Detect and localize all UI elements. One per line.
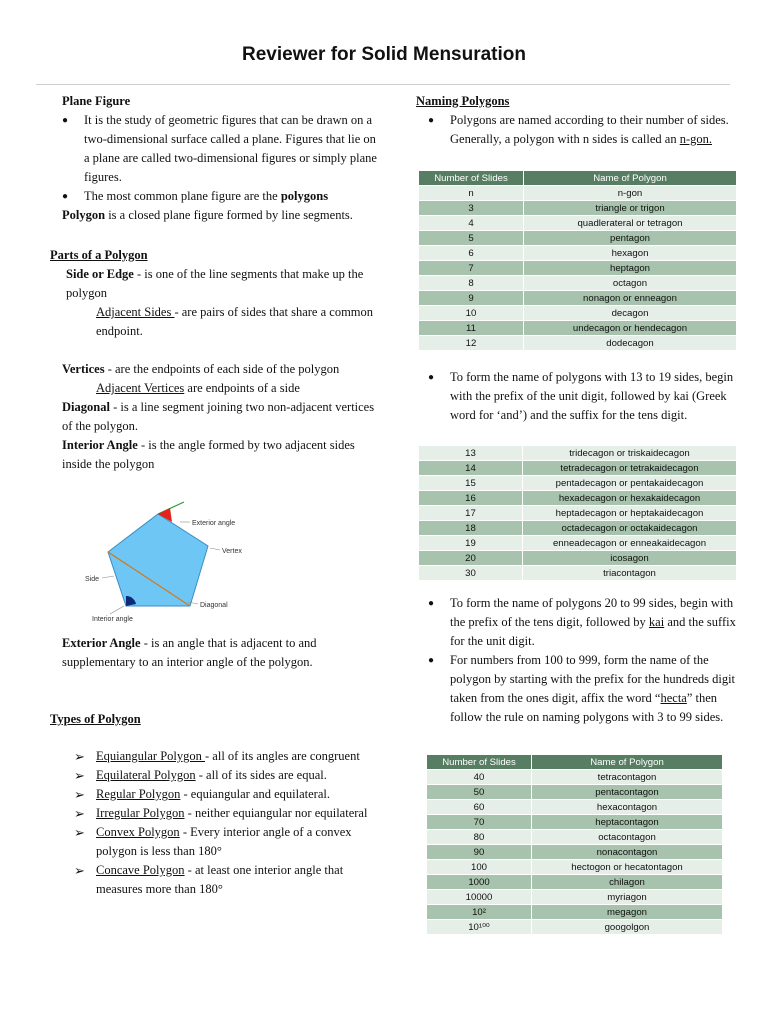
term: Polygon bbox=[62, 208, 106, 222]
sides-cell: 10¹⁰⁰ bbox=[427, 920, 532, 935]
table-row bbox=[419, 476, 737, 491]
name-cell: pentacontagon bbox=[532, 785, 723, 800]
table-row bbox=[419, 201, 737, 216]
name-cell: myriagon bbox=[532, 890, 723, 905]
left-column bbox=[50, 92, 380, 474]
definition: - neither equiangular nor equilateral bbox=[184, 806, 368, 820]
polygon-diagram bbox=[80, 496, 250, 624]
interior-angle-definition bbox=[50, 436, 380, 474]
sides-cell: 30 bbox=[419, 566, 523, 581]
name-cell: triacontagon bbox=[523, 566, 737, 581]
list-item bbox=[50, 187, 380, 206]
name-cell: octadecagon or octakaidecagon bbox=[523, 521, 737, 536]
list-item bbox=[416, 651, 738, 727]
polygon-names-table-1 bbox=[418, 170, 737, 351]
adjacent-sides-definition bbox=[50, 303, 380, 341]
name-cell: hectogon or hecatontagon bbox=[532, 860, 723, 875]
list-item bbox=[50, 785, 380, 804]
table-row bbox=[419, 536, 737, 551]
types-block bbox=[50, 710, 380, 899]
table-row bbox=[419, 261, 737, 276]
table-row bbox=[419, 291, 737, 306]
bullet-text: To form the name of polygons 20 to 99 sides, begin with the prefix of the tens digit, followed by bbox=[450, 596, 734, 629]
term: Regular Polygon bbox=[96, 787, 181, 801]
name-cell: hexadecagon or hexakaidecagon bbox=[523, 491, 737, 506]
plane-figure-list bbox=[50, 111, 380, 206]
table-row bbox=[427, 905, 723, 920]
term: Equiangular Polygon bbox=[96, 749, 206, 763]
diagonal-definition bbox=[50, 398, 380, 436]
polygon-names-table-2 bbox=[418, 445, 737, 581]
name-cell: pentagon bbox=[524, 231, 737, 246]
name-cell: enneadecagon or enneakaidecagon bbox=[523, 536, 737, 551]
table-header-row bbox=[427, 755, 723, 770]
exterior-angle-label: Exterior angle bbox=[192, 520, 236, 527]
types-heading: Types of Polygon bbox=[50, 712, 141, 726]
definition: - is an angle that is adjacent to and supplementary to an interior angle of the polygon. bbox=[62, 636, 317, 669]
table-row bbox=[419, 491, 737, 506]
table-row bbox=[427, 800, 723, 815]
diagonal-label: Diagonal bbox=[200, 602, 228, 609]
sides-cell: 5 bbox=[419, 231, 524, 246]
sides-cell: 100 bbox=[427, 860, 532, 875]
term: Diagonal bbox=[62, 400, 110, 414]
name-cell: n-gon bbox=[524, 186, 737, 201]
table-row bbox=[419, 446, 737, 461]
list-item bbox=[50, 804, 380, 823]
sides-cell: 16 bbox=[419, 491, 523, 506]
name-cell: chilagon bbox=[532, 875, 723, 890]
name-cell: octacontagon bbox=[532, 830, 723, 845]
table-row bbox=[427, 830, 723, 845]
list-item: ● It is the study of geometric figures that can be drawn on a two-dimensional surface called a plane. Figures that lie on a plane are called two-dimensional figures or simply plane figures. bbox=[50, 111, 380, 187]
name-cell: heptadecagon or heptakaidecagon bbox=[523, 506, 737, 521]
name-cell: heptacontagon bbox=[532, 815, 723, 830]
exterior-angle-definition bbox=[62, 634, 380, 672]
pentagon-shape bbox=[108, 514, 208, 606]
name-cell: dodecagon bbox=[524, 336, 737, 351]
column-header: Number of Slides bbox=[419, 171, 524, 186]
table-row bbox=[419, 216, 737, 231]
sides-cell: 13 bbox=[419, 446, 523, 461]
bullet-text: The most common plane figure are the bbox=[84, 189, 281, 203]
table-row bbox=[419, 306, 737, 321]
list-item bbox=[416, 594, 738, 651]
table-row bbox=[427, 875, 723, 890]
list-item bbox=[50, 747, 380, 766]
table-row bbox=[427, 785, 723, 800]
table-row bbox=[419, 321, 737, 336]
sides-cell: 18 bbox=[419, 521, 523, 536]
sides-cell: 4 bbox=[419, 216, 524, 231]
table-row bbox=[419, 336, 737, 351]
table-row bbox=[419, 521, 737, 536]
table3-body bbox=[427, 770, 723, 935]
hecta-term: hecta bbox=[660, 691, 687, 705]
table-row bbox=[419, 566, 737, 581]
parts-heading: Parts of a Polygon bbox=[50, 248, 148, 262]
interior-angle-label: Interior angle bbox=[92, 616, 133, 623]
table-row bbox=[419, 246, 737, 261]
sides-cell: 10 bbox=[419, 306, 524, 321]
list-item bbox=[50, 766, 380, 785]
definition: - all of its sides are equal. bbox=[195, 768, 327, 782]
kai-term: kai bbox=[648, 615, 665, 629]
table-row bbox=[427, 770, 723, 785]
name-cell: octagon bbox=[524, 276, 737, 291]
n-gon-term: n-gon. bbox=[679, 132, 712, 146]
title-divider bbox=[36, 84, 730, 85]
table-row bbox=[419, 506, 737, 521]
sides-cell: 90 bbox=[427, 845, 532, 860]
term: Equilateral Polygon bbox=[96, 768, 196, 782]
name-cell: nonacontagon bbox=[532, 845, 723, 860]
sides-cell: 14 bbox=[419, 461, 523, 476]
bullet-text: and the suffix for the unit digit. bbox=[450, 615, 736, 648]
table-row bbox=[419, 186, 737, 201]
plane-figure-heading: Plane Figure bbox=[62, 94, 131, 108]
sides-cell: 17 bbox=[419, 506, 523, 521]
page-title: Reviewer for Solid Mensuration bbox=[242, 44, 526, 65]
definition: - all of its angles are congruent bbox=[205, 749, 360, 763]
sides-cell: 10² bbox=[427, 905, 532, 920]
adjacent-vertices-definition bbox=[50, 379, 380, 398]
sides-cell: 3 bbox=[419, 201, 524, 216]
sides-cell: 20 bbox=[419, 551, 523, 566]
vertex-label: Vertex bbox=[222, 548, 242, 555]
naming-intro bbox=[416, 92, 738, 149]
definition: - is a line segment joining two non-adjacent vertices of the polygon. bbox=[62, 400, 375, 433]
list-item bbox=[416, 111, 738, 149]
definition: are endpoints of a side bbox=[184, 381, 300, 395]
name-cell: pentadecagon or pentakaidecagon bbox=[523, 476, 737, 491]
bullet-bold: polygons bbox=[280, 189, 329, 203]
term: Adjacent Vertices bbox=[96, 381, 185, 395]
definition: is a closed plane figure formed by line segments. bbox=[105, 208, 353, 222]
sides-cell: 70 bbox=[427, 815, 532, 830]
sides-cell: 1000 bbox=[427, 875, 532, 890]
table-header-row bbox=[419, 171, 737, 186]
name-cell: tetracontagon bbox=[532, 770, 723, 785]
definition: - are pairs of sides that share a common endpoint. bbox=[96, 305, 374, 338]
table-row bbox=[427, 815, 723, 830]
list-item bbox=[50, 861, 380, 899]
side-label: Side bbox=[85, 576, 100, 583]
name-cell: tetradecagon or tetrakaidecagon bbox=[523, 461, 737, 476]
exterior-angle-block bbox=[62, 634, 380, 672]
sides-cell: 19 bbox=[419, 536, 523, 551]
term: Adjacent Sides bbox=[96, 305, 175, 319]
name-cell: triangle or trigon bbox=[524, 201, 737, 216]
table-row bbox=[427, 920, 723, 935]
sides-cell: 50 bbox=[427, 785, 532, 800]
name-cell: heptagon bbox=[524, 261, 737, 276]
name-cell: quadlerateral or tetragon bbox=[524, 216, 737, 231]
term: Concave Polygon bbox=[96, 863, 185, 877]
naming-rules-20-999 bbox=[416, 594, 738, 727]
definition: - at least one interior angle that measures more than 180° bbox=[96, 863, 344, 896]
term: Interior Angle bbox=[62, 438, 138, 452]
table2-body bbox=[419, 446, 737, 581]
vertices-definition bbox=[50, 360, 380, 379]
definition: - Every interior angle of a convex polygon is less than 180° bbox=[96, 825, 352, 858]
table-row bbox=[419, 231, 737, 246]
sides-cell: 6 bbox=[419, 246, 524, 261]
column-header: Name of Polygon bbox=[524, 171, 737, 186]
polygon-definition bbox=[50, 206, 380, 225]
sides-cell: 80 bbox=[427, 830, 532, 845]
sides-cell: 7 bbox=[419, 261, 524, 276]
definition: - is the angle formed by two adjacent sides inside the polygon bbox=[62, 438, 355, 471]
table-row bbox=[419, 461, 737, 476]
column-header: Number of Slides bbox=[427, 755, 532, 770]
bullet-text: Polygons are named according to their number of sides. Generally, a polygon with n sides is called an bbox=[450, 113, 729, 146]
bullet-text: ” then follow the rule on naming polygons with 3 to 99 sides. bbox=[450, 691, 724, 724]
definition: - is one of the line segments that make up the polygon bbox=[66, 267, 364, 300]
sides-cell: 15 bbox=[419, 476, 523, 491]
bullet-text: For numbers from 100 to 999, form the name of the polygon by starting with the prefix for the hundreds digit taken from the ones digit, affix the word “ bbox=[450, 653, 736, 705]
table-row bbox=[419, 276, 737, 291]
name-cell: tridecagon or triskaidecagon bbox=[523, 446, 737, 461]
name-cell: googolgon bbox=[532, 920, 723, 935]
name-cell: decagon bbox=[524, 306, 737, 321]
polygon-names-table-3 bbox=[426, 754, 723, 935]
definition: - equiangular and equilateral. bbox=[180, 787, 330, 801]
table1-body bbox=[419, 186, 737, 351]
sides-cell: 11 bbox=[419, 321, 524, 336]
sides-cell: 9 bbox=[419, 291, 524, 306]
term: Vertices bbox=[62, 362, 105, 376]
sides-cell: n bbox=[419, 186, 524, 201]
name-cell: megagon bbox=[532, 905, 723, 920]
list-item bbox=[50, 823, 380, 861]
name-cell: icosagon bbox=[523, 551, 737, 566]
sides-cell: 8 bbox=[419, 276, 524, 291]
types-list bbox=[50, 747, 380, 899]
name-cell: undecagon or hendecagon bbox=[524, 321, 737, 336]
sides-cell: 12 bbox=[419, 336, 524, 351]
term: Side or Edge bbox=[66, 267, 134, 281]
name-cell: hexagon bbox=[524, 246, 737, 261]
table-row bbox=[427, 860, 723, 875]
table-row bbox=[419, 551, 737, 566]
term: Exterior Angle bbox=[62, 636, 141, 650]
name-cell: nonagon or enneagon bbox=[524, 291, 737, 306]
table-row bbox=[427, 845, 723, 860]
list-item: ● To form the name of polygons with 13 to 19 sides, begin with the prefix of the unit digit, followed by kai (Greek word for ‘and’) and the suffix for the tens digit. bbox=[416, 368, 738, 425]
side-definition bbox=[50, 265, 380, 303]
naming-list bbox=[416, 111, 738, 149]
column-header: Name of Polygon bbox=[532, 755, 723, 770]
sides-cell: 10000 bbox=[427, 890, 532, 905]
name-cell: hexacontagon bbox=[532, 800, 723, 815]
sides-cell: 60 bbox=[427, 800, 532, 815]
term: Convex Polygon bbox=[96, 825, 180, 839]
naming-rule-13-19 bbox=[416, 368, 738, 425]
table-row bbox=[427, 890, 723, 905]
definition: - are the endpoints of each side of the polygon bbox=[104, 362, 340, 376]
sides-cell: 40 bbox=[427, 770, 532, 785]
term: Irregular Polygon bbox=[96, 806, 185, 820]
naming-heading: Naming Polygons bbox=[416, 94, 510, 108]
